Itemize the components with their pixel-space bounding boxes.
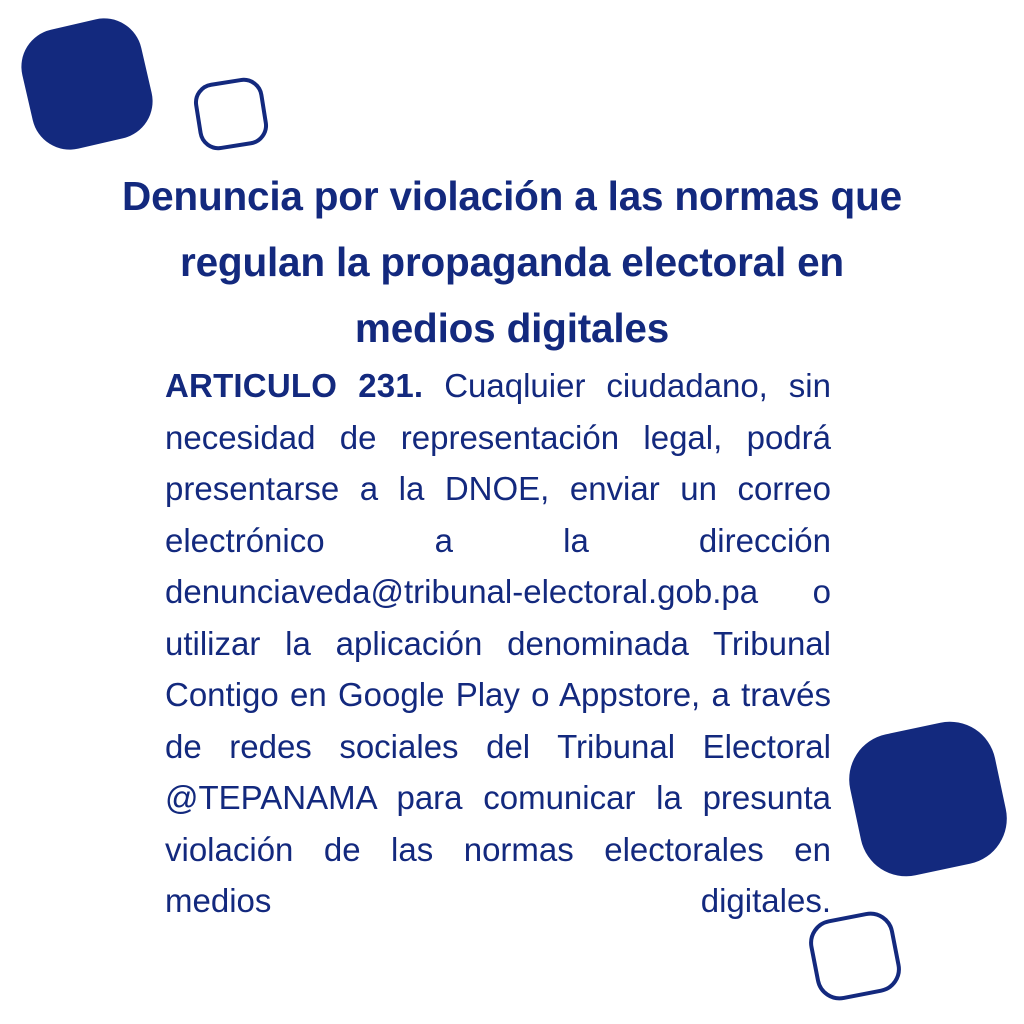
article-paragraph [165,360,831,978]
article-label: ARTICULO 231. [165,367,424,404]
squircle-top-left-outline-decoration [191,75,271,153]
article-body [165,360,831,978]
squircle-bottom-right-filled-decoration [841,713,1016,885]
article-text: Cuaqluier ciudadano, sin necesidad de representación legal, podrá presentarse a la DNOE, enviar un correo electrónico a la dirección denunciaveda@tribunal-electoral.gob.pa o utilizar la aplicación denominada Tribunal Contigo en Google Play o Appstore, a través de redes sociales del Tribunal Electoral @TEPANAMA para comunicar la presunta violación de las normas electorales en medios digitales. [165,367,831,919]
squircle-top-left-filled-decoration [14,11,160,157]
page-title: Denuncia por violación a las normas que regulan la propaganda electoral en medios digitales [122,173,902,351]
